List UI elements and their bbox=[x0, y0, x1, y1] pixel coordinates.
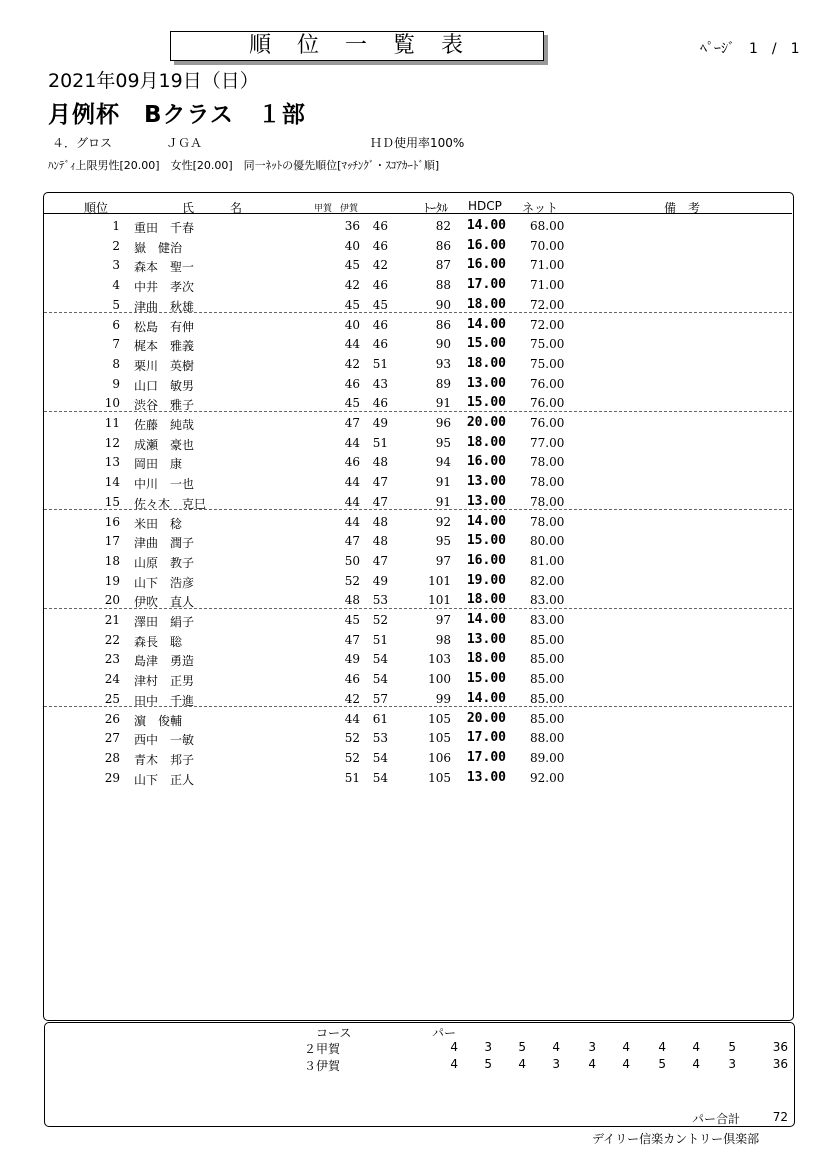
table-row bbox=[44, 727, 792, 746]
handicap: 14.00 bbox=[466, 690, 506, 706]
out-score: 47 bbox=[344, 416, 360, 430]
net-score: 85.00 bbox=[530, 632, 565, 647]
net-score: 78.00 bbox=[530, 514, 565, 529]
out-score: 44 bbox=[344, 494, 360, 509]
rank-cell: 9 bbox=[112, 376, 120, 391]
hole-par: 3 bbox=[588, 1040, 596, 1054]
in-score: 49 bbox=[372, 573, 388, 588]
rank-cell: 1 bbox=[112, 219, 120, 233]
table-row bbox=[44, 392, 792, 412]
header-divider bbox=[44, 213, 792, 214]
table-row bbox=[44, 373, 792, 392]
player-name: 成瀬 豪也 bbox=[134, 437, 195, 452]
in-score: 54 bbox=[372, 750, 388, 765]
total-score: 90 bbox=[435, 337, 451, 352]
total-score: 93 bbox=[435, 356, 451, 371]
player-name: 青木 邦子 bbox=[134, 752, 195, 767]
net-score: 80.00 bbox=[530, 534, 565, 549]
col-net: ネット bbox=[522, 201, 559, 215]
net-score: 85.00 bbox=[530, 672, 565, 687]
course-par-total: 36 bbox=[772, 1040, 788, 1054]
out-score: 42 bbox=[344, 278, 360, 293]
net-score: 81.00 bbox=[530, 553, 565, 568]
out-score: 47 bbox=[344, 632, 360, 647]
out-score: 45 bbox=[344, 258, 360, 273]
rank-cell: 16 bbox=[104, 514, 120, 529]
player-name: 米田 稔 bbox=[134, 516, 183, 531]
total-score: 91 bbox=[435, 475, 451, 490]
col-rank: 順位 bbox=[84, 201, 109, 215]
player-name: 島津 勇造 bbox=[134, 654, 195, 669]
handicap: 16.00 bbox=[466, 257, 506, 273]
player-name: 伊吹 直人 bbox=[134, 595, 195, 610]
in-score: 46 bbox=[372, 396, 388, 411]
rank-cell: 4 bbox=[112, 278, 120, 293]
table-row bbox=[44, 432, 792, 451]
table-row bbox=[44, 530, 792, 549]
rank-cell: 19 bbox=[104, 573, 120, 588]
in-score: 54 bbox=[372, 770, 388, 785]
out-score: 46 bbox=[344, 672, 360, 687]
handicap: 20.00 bbox=[466, 710, 506, 726]
out-score: 45 bbox=[344, 297, 360, 312]
table-row bbox=[44, 668, 792, 687]
in-score: 53 bbox=[372, 731, 388, 746]
out-score: 52 bbox=[344, 731, 360, 746]
in-score: 47 bbox=[372, 553, 388, 568]
rank-cell: 14 bbox=[104, 475, 120, 490]
handicap: 18.00 bbox=[466, 355, 506, 371]
table-row bbox=[44, 511, 792, 530]
net-score: 78.00 bbox=[530, 455, 565, 470]
par-total: 72 bbox=[772, 1110, 788, 1124]
out-score: 45 bbox=[344, 396, 360, 411]
in-score: 46 bbox=[372, 317, 388, 332]
rank-cell: 21 bbox=[104, 613, 120, 627]
out-score: 44 bbox=[344, 475, 360, 490]
hole-par: 5 bbox=[658, 1057, 666, 1071]
course-par-box bbox=[44, 1022, 795, 1127]
handicap: 17.00 bbox=[466, 277, 506, 293]
net-score: 83.00 bbox=[530, 613, 565, 627]
net-score: 85.00 bbox=[530, 691, 565, 706]
total-score: 91 bbox=[435, 396, 451, 411]
in-score: 51 bbox=[372, 356, 388, 371]
total-score: 82 bbox=[435, 219, 451, 233]
net-score: 71.00 bbox=[530, 258, 565, 273]
handicap: 19.00 bbox=[466, 572, 506, 588]
hole-par: 4 bbox=[552, 1040, 560, 1054]
course-name: ２甲賀 bbox=[304, 1042, 341, 1056]
rank-cell: 24 bbox=[104, 672, 120, 687]
table-row bbox=[44, 471, 792, 490]
rank-cell: 18 bbox=[104, 553, 120, 568]
total-score: 94 bbox=[435, 455, 451, 470]
in-score: 48 bbox=[372, 514, 388, 529]
rank-cell: 23 bbox=[104, 652, 120, 667]
total-score: 92 bbox=[435, 514, 451, 529]
rank-cell: 11 bbox=[104, 416, 120, 430]
rank-cell: 10 bbox=[104, 396, 120, 411]
net-score: 76.00 bbox=[530, 416, 565, 430]
net-score: 75.00 bbox=[530, 337, 565, 352]
player-name: 松島 有伸 bbox=[134, 319, 195, 334]
out-score: 45 bbox=[344, 613, 360, 627]
total-score: 95 bbox=[435, 534, 451, 549]
handicap: 18.00 bbox=[466, 592, 506, 608]
player-name: 栗川 英樹 bbox=[134, 358, 195, 373]
handicap: 15.00 bbox=[466, 395, 506, 411]
total-score: 88 bbox=[435, 278, 451, 293]
course-label: コース bbox=[316, 1026, 352, 1040]
col-hdcp: HDCP bbox=[468, 199, 502, 213]
hole-par: 4 bbox=[692, 1040, 700, 1054]
handicap: 14.00 bbox=[466, 612, 506, 627]
hole-par: 4 bbox=[450, 1057, 458, 1071]
table-row bbox=[44, 747, 792, 766]
player-name: 山下 正人 bbox=[134, 772, 195, 787]
out-score: 44 bbox=[344, 711, 360, 726]
hole-par: 3 bbox=[552, 1057, 560, 1071]
total-score: 97 bbox=[435, 553, 451, 568]
in-score: 61 bbox=[372, 711, 388, 726]
total-score: 100 bbox=[428, 672, 451, 687]
player-name: 山原 教子 bbox=[134, 555, 195, 570]
out-score: 42 bbox=[344, 356, 360, 371]
in-score: 49 bbox=[372, 416, 388, 430]
rank-cell: 12 bbox=[104, 435, 120, 450]
net-score: 92.00 bbox=[530, 770, 565, 785]
out-score: 44 bbox=[344, 337, 360, 352]
handicap-rule: ﾊﾝﾃﾞｨ上限男性[20.00] 女性[20.00] 同一ﾈｯﾄの優先順位[ﾏｯﾁﾝｸﾞ・ｽｺｱｶｰﾄﾞ順] bbox=[48, 159, 440, 172]
col-remarks: 備 考 bbox=[664, 201, 701, 215]
rank-cell: 15 bbox=[104, 494, 120, 509]
hole-par: 4 bbox=[622, 1040, 630, 1054]
in-score: 46 bbox=[372, 278, 388, 293]
total-score: 105 bbox=[428, 711, 451, 726]
table-row bbox=[44, 274, 792, 293]
hole-par: 5 bbox=[728, 1040, 736, 1054]
rank-cell: 8 bbox=[112, 356, 120, 371]
total-score: 86 bbox=[435, 317, 451, 332]
table-row bbox=[44, 333, 792, 352]
net-score: 70.00 bbox=[530, 238, 565, 253]
hd-usage-rate: ＨＤ使用率100% bbox=[370, 136, 465, 150]
in-score: 43 bbox=[372, 376, 388, 391]
out-score: 52 bbox=[344, 750, 360, 765]
out-score: 49 bbox=[344, 652, 360, 667]
out-score: 36 bbox=[344, 219, 360, 233]
in-score: 51 bbox=[372, 632, 388, 647]
player-name: 津曲 秋雄 bbox=[134, 299, 195, 314]
rank-cell: 3 bbox=[112, 258, 120, 273]
player-name: 嶽 健治 bbox=[134, 240, 183, 255]
table-row bbox=[44, 708, 792, 727]
table-row bbox=[44, 491, 792, 511]
handicap: 14.00 bbox=[466, 513, 506, 529]
rank-cell: 20 bbox=[104, 593, 120, 608]
col-name: 氏 名 bbox=[182, 201, 243, 215]
handicap: 18.00 bbox=[466, 434, 506, 450]
player-name: 佐藤 純哉 bbox=[134, 418, 195, 432]
handicap: 17.00 bbox=[466, 749, 506, 765]
hole-par: 4 bbox=[450, 1040, 458, 1054]
rank-cell: 27 bbox=[104, 731, 120, 746]
player-name: 重田 千春 bbox=[134, 221, 195, 235]
hole-par: 5 bbox=[518, 1040, 526, 1054]
handicap: 13.00 bbox=[466, 631, 506, 647]
page-title: 順 位 一 覧 表 bbox=[170, 31, 544, 61]
net-score: 77.00 bbox=[530, 435, 565, 450]
handicap: 15.00 bbox=[466, 336, 506, 352]
net-score: 88.00 bbox=[530, 731, 565, 746]
total-score: 99 bbox=[435, 691, 451, 706]
player-name: 中川 一也 bbox=[134, 477, 195, 492]
total-score: 105 bbox=[428, 770, 451, 785]
total-score: 91 bbox=[435, 494, 451, 509]
out-score: 50 bbox=[344, 553, 360, 568]
handicap: 15.00 bbox=[466, 533, 506, 549]
total-score: 106 bbox=[428, 750, 451, 765]
col-in: 伊賀 bbox=[340, 204, 359, 214]
player-name: 田中 千進 bbox=[134, 693, 195, 708]
total-score: 105 bbox=[428, 731, 451, 746]
net-score: 71.00 bbox=[530, 278, 565, 293]
net-score: 85.00 bbox=[530, 652, 565, 667]
player-name: 岡田 康 bbox=[134, 457, 183, 472]
in-score: 51 bbox=[372, 435, 388, 450]
in-score: 46 bbox=[372, 337, 388, 352]
player-name: 西中 一敏 bbox=[134, 733, 195, 748]
in-score: 48 bbox=[372, 534, 388, 549]
table-row bbox=[44, 570, 792, 589]
out-score: 52 bbox=[344, 573, 360, 588]
rank-cell: 22 bbox=[104, 632, 120, 647]
table-row bbox=[44, 451, 792, 470]
in-score: 46 bbox=[372, 238, 388, 253]
rank-cell: 5 bbox=[112, 297, 120, 312]
total-score: 89 bbox=[435, 376, 451, 391]
out-score: 51 bbox=[344, 770, 360, 785]
handicap: 13.00 bbox=[466, 474, 506, 490]
total-score: 103 bbox=[428, 652, 451, 667]
table-row bbox=[44, 648, 792, 667]
rank-cell: 7 bbox=[112, 337, 120, 352]
table-row bbox=[44, 767, 792, 786]
handicap: 18.00 bbox=[466, 296, 506, 312]
page-number: ﾍﾟｰｼﾞ 1 / 1 bbox=[700, 41, 800, 57]
out-score: 44 bbox=[344, 514, 360, 529]
rank-cell: 13 bbox=[104, 455, 120, 470]
table-row bbox=[44, 589, 792, 609]
handicap: 18.00 bbox=[466, 651, 506, 667]
hole-par: 4 bbox=[692, 1057, 700, 1071]
player-name: 澤田 絹子 bbox=[134, 615, 195, 629]
out-score: 44 bbox=[344, 435, 360, 450]
in-score: 48 bbox=[372, 455, 388, 470]
net-score: 72.00 bbox=[530, 297, 565, 312]
player-name: 濵 俊輔 bbox=[134, 713, 183, 728]
event-name: 月例杯 Bクラス １部 bbox=[48, 102, 306, 128]
col-total: ﾄｰﾀﾙ bbox=[424, 201, 449, 215]
player-name: 渋谷 雅子 bbox=[134, 398, 195, 413]
hole-par: 4 bbox=[658, 1040, 666, 1054]
rank-cell: 28 bbox=[104, 750, 120, 765]
net-score: 83.00 bbox=[530, 593, 565, 608]
par-label: パー bbox=[432, 1026, 457, 1040]
out-score: 42 bbox=[344, 691, 360, 706]
table-row bbox=[44, 550, 792, 569]
net-score: 78.00 bbox=[530, 475, 565, 490]
net-score: 78.00 bbox=[530, 494, 565, 509]
player-name: 山下 浩彦 bbox=[134, 575, 195, 590]
player-name: 梶本 雅義 bbox=[134, 339, 195, 354]
player-name: 津村 正男 bbox=[134, 674, 195, 689]
handicap: 13.00 bbox=[466, 769, 506, 785]
total-score: 96 bbox=[435, 416, 451, 430]
hole-par: 5 bbox=[484, 1057, 492, 1071]
table-row bbox=[44, 294, 792, 314]
net-score: 72.00 bbox=[530, 317, 565, 332]
total-score: 86 bbox=[435, 238, 451, 253]
course-par-total: 36 bbox=[772, 1057, 788, 1071]
table-row bbox=[44, 412, 792, 431]
table-row bbox=[44, 688, 792, 708]
handicap-system: ＪＧＡ bbox=[166, 136, 203, 150]
handicap: 14.00 bbox=[466, 218, 506, 233]
handicap: 13.00 bbox=[466, 493, 506, 509]
handicap: 16.00 bbox=[466, 237, 506, 253]
net-score: 85.00 bbox=[530, 711, 565, 726]
course-name: ３伊賀 bbox=[304, 1059, 341, 1073]
net-score: 76.00 bbox=[530, 376, 565, 391]
in-score: 54 bbox=[372, 652, 388, 667]
total-score: 87 bbox=[435, 258, 451, 273]
player-name: 山口 敏男 bbox=[134, 378, 195, 393]
net-score: 89.00 bbox=[530, 750, 565, 765]
out-score: 40 bbox=[344, 238, 360, 253]
in-score: 47 bbox=[372, 475, 388, 490]
handicap: 16.00 bbox=[466, 552, 506, 568]
event-date: 2021年09月19日（日） bbox=[48, 70, 259, 92]
hole-par: 3 bbox=[484, 1040, 492, 1054]
scoring-format: ４．グロス bbox=[52, 136, 113, 150]
hole-par: 4 bbox=[518, 1057, 526, 1071]
table-row bbox=[44, 254, 792, 273]
total-score: 101 bbox=[428, 593, 451, 608]
total-score: 95 bbox=[435, 435, 451, 450]
table-row bbox=[44, 235, 792, 254]
out-score: 47 bbox=[344, 534, 360, 549]
handicap: 13.00 bbox=[466, 375, 506, 391]
hole-par: 4 bbox=[588, 1057, 596, 1071]
in-score: 57 bbox=[372, 691, 388, 706]
handicap: 17.00 bbox=[466, 730, 506, 746]
rank-cell: 2 bbox=[112, 238, 120, 253]
table-header bbox=[44, 199, 792, 213]
player-name: 森長 聡 bbox=[134, 634, 183, 649]
in-score: 47 bbox=[372, 494, 388, 509]
rank-cell: 6 bbox=[112, 317, 120, 332]
player-name: 佐々木 克巳 bbox=[134, 496, 207, 511]
out-score: 46 bbox=[344, 455, 360, 470]
in-score: 46 bbox=[372, 219, 388, 233]
table-row bbox=[44, 215, 792, 234]
rank-cell: 17 bbox=[104, 534, 120, 549]
net-score: 75.00 bbox=[530, 356, 565, 371]
table-row bbox=[44, 629, 792, 648]
net-score: 68.00 bbox=[530, 219, 565, 233]
in-score: 42 bbox=[372, 258, 388, 273]
net-score: 76.00 bbox=[530, 396, 565, 411]
rank-cell: 26 bbox=[104, 711, 120, 726]
in-score: 54 bbox=[372, 672, 388, 687]
out-score: 46 bbox=[344, 376, 360, 391]
par-total-label: パー合計 bbox=[692, 1112, 741, 1126]
total-score: 90 bbox=[435, 297, 451, 312]
hole-par: 3 bbox=[728, 1057, 736, 1071]
total-score: 101 bbox=[428, 573, 451, 588]
out-score: 48 bbox=[344, 593, 360, 608]
table-row bbox=[44, 353, 792, 372]
handicap: 16.00 bbox=[466, 454, 506, 470]
table-row bbox=[44, 609, 792, 628]
player-name: 中井 孝次 bbox=[134, 280, 195, 295]
handicap: 14.00 bbox=[466, 316, 506, 332]
player-name: 森本 聖一 bbox=[134, 260, 195, 275]
rank-cell: 29 bbox=[104, 770, 120, 785]
in-score: 53 bbox=[372, 593, 388, 608]
handicap: 15.00 bbox=[466, 671, 506, 687]
hole-par: 4 bbox=[622, 1057, 630, 1071]
in-score: 52 bbox=[372, 613, 388, 627]
player-name: 津曲 潤子 bbox=[134, 536, 195, 551]
total-score: 97 bbox=[435, 613, 451, 627]
col-out: 甲賀 bbox=[314, 204, 333, 214]
net-score: 82.00 bbox=[530, 573, 565, 588]
rank-cell: 25 bbox=[104, 691, 120, 706]
club-name: デイリー信楽カントリー倶楽部 bbox=[592, 1132, 760, 1146]
out-score: 40 bbox=[344, 317, 360, 332]
table-row bbox=[44, 314, 792, 333]
in-score: 45 bbox=[372, 297, 388, 312]
total-score: 98 bbox=[435, 632, 451, 647]
handicap: 20.00 bbox=[466, 415, 506, 430]
